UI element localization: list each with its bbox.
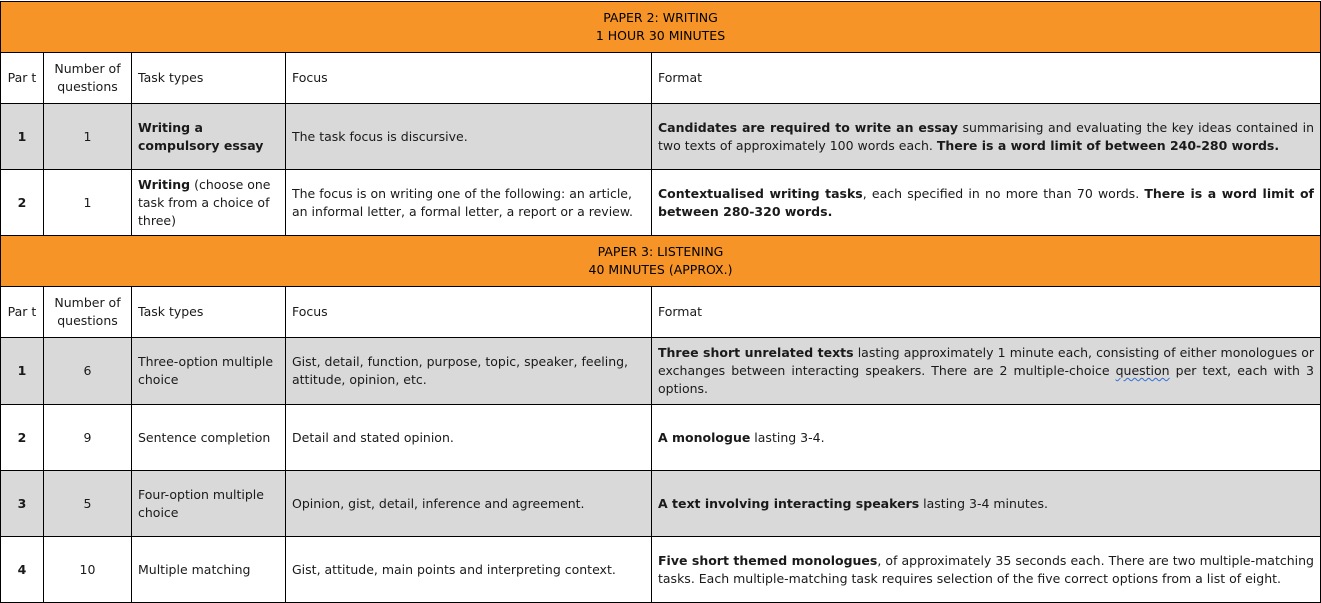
format-bold: Candidates are required to write an essay [658, 119, 958, 135]
part-cell: 4 [1, 537, 44, 603]
format-bold: Contextualised writing tasks [658, 185, 863, 201]
col-header-number: Number of questions [44, 287, 132, 338]
format-bold-end: There is a word limit of between 240-280 words. [936, 137, 1280, 153]
format-cell [652, 405, 1321, 471]
format-text: , each specified in no more than 70 words. [862, 185, 1145, 201]
paper-2-header [1, 2, 1321, 53]
part-cell: 1 [1, 338, 44, 405]
col-header-part: Par t [1, 287, 44, 338]
part-cell: 1 [1, 104, 44, 170]
col-header-format: Format [652, 287, 1321, 338]
task-bold: Writing a compulsory essay [138, 119, 264, 153]
paper-2-column-header-row [1, 53, 1321, 104]
format-text: lasting approximately 1 minute each, consisting of either monologues or exchanges between interacting speakers. There are 2 multiple-choice [658, 345, 1314, 378]
paper-title: PAPER 2: WRITING [603, 10, 718, 25]
paper-duration: 40 MINUTES (APPROX.) [588, 262, 733, 277]
paper-duration: 1 HOUR 30 MINUTES [595, 28, 726, 43]
format-text: lasting 3-4 minutes. [919, 495, 1048, 511]
number-cell: 10 [44, 537, 132, 603]
format-bold: Five short themed monologues [658, 552, 878, 568]
task-cell: Sentence completion [132, 405, 286, 471]
focus-cell: Detail and stated opinion. [286, 405, 652, 471]
format-text: , of approximately 35 seconds each. There are two multiple-matching tasks. Each multiple-matching task requires selection of the five correct options from a list of eight. [658, 552, 1314, 586]
spellcheck-underlined-word: question [1115, 363, 1170, 378]
task-rest: (choose one task from a choice of three) [138, 176, 271, 228]
focus-cell: The task focus is discursive. [286, 104, 652, 170]
number-cell: 5 [44, 471, 132, 537]
task-cell: Three-option multiple choice [132, 338, 286, 405]
col-header-focus: Focus [286, 287, 652, 338]
format-cell [652, 537, 1321, 603]
focus-cell: Opinion, gist, detail, inference and agreement. [286, 471, 652, 537]
col-header-number: Number of questions [44, 53, 132, 104]
format-cell [652, 104, 1321, 170]
paper-title: PAPER 3: LISTENING [597, 244, 724, 259]
number-cell: 1 [44, 104, 132, 170]
format-bold: A text involving interacting speakers [658, 495, 920, 511]
format-text: summarising and evaluating the key ideas contained in two texts of approximately 100 words each. [658, 119, 1314, 153]
task-cell [132, 104, 286, 170]
format-bold: A monologue [658, 429, 751, 445]
exam-spec-table [0, 1, 1321, 603]
table-row [1, 537, 1321, 603]
table-row [1, 104, 1321, 170]
format-cell [652, 170, 1321, 236]
table-row [1, 170, 1321, 236]
task-cell [132, 170, 286, 236]
part-cell: 3 [1, 471, 44, 537]
focus-cell: Gist, attitude, main points and interpreting context. [286, 537, 652, 603]
part-cell: 2 [1, 170, 44, 236]
part-cell: 2 [1, 405, 44, 471]
format-text-end: per text, each with 3 options. [658, 363, 1314, 396]
format-bold-end: There is a word limit of between 280-320 words. [658, 185, 1314, 219]
format-cell [652, 338, 1321, 405]
paper-3-header [1, 236, 1321, 287]
format-cell [652, 471, 1321, 537]
table-row [1, 405, 1321, 471]
paper-3-column-header-row [1, 287, 1321, 338]
col-header-task: Task types [132, 287, 286, 338]
number-cell: 6 [44, 338, 132, 405]
focus-cell: Gist, detail, function, purpose, topic, speaker, feeling, attitude, opinion, etc. [286, 338, 652, 405]
table-row [1, 338, 1321, 405]
col-header-part: Par t [1, 53, 44, 104]
task-cell: Multiple matching [132, 537, 286, 603]
number-cell: 1 [44, 170, 132, 236]
focus-cell: The focus is on writing one of the following: an article, an informal letter, a formal letter, a report or a review. [286, 170, 652, 236]
task-cell: Four-option multiple choice [132, 471, 286, 537]
col-header-task: Task types [132, 53, 286, 104]
format-bold: Three short unrelated texts [658, 345, 854, 360]
col-header-focus: Focus [286, 53, 652, 104]
format-text: lasting 3-4. [750, 429, 825, 445]
col-header-format: Format [652, 53, 1321, 104]
number-cell: 9 [44, 405, 132, 471]
task-bold: Writing [138, 176, 191, 192]
table-row [1, 471, 1321, 537]
